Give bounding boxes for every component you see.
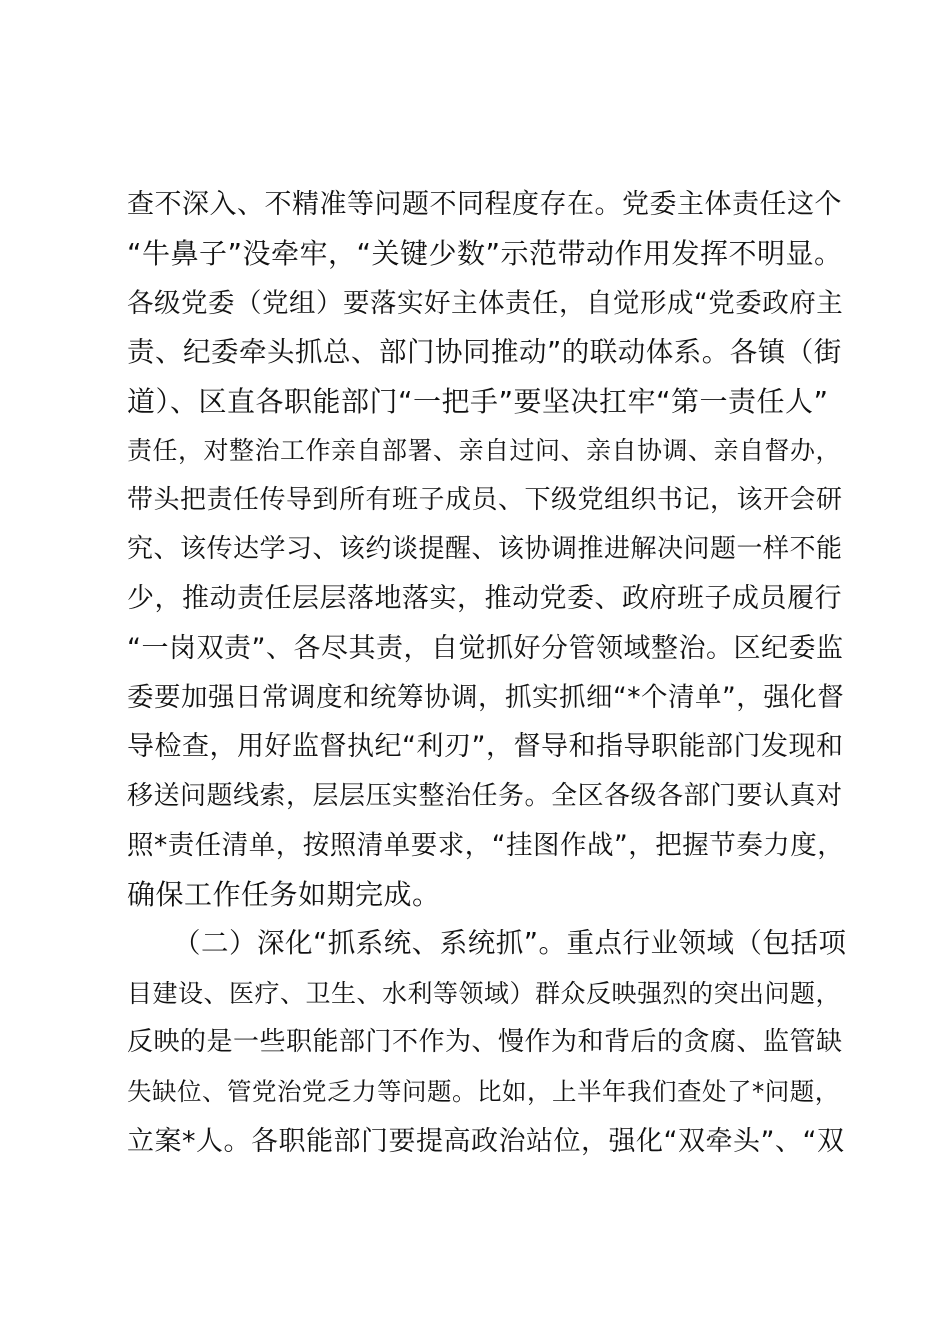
text-line: 立案*人。各职能部门要提高政治站位，强化“双牵头”、“双: [127, 1125, 845, 1157]
section-heading-line: （二）深化“抓系统、系统抓”。重点行业领域（包括项: [173, 927, 847, 960]
text-line: 各级党委（党组）要落实好主体责任，自觉形成“党委政府主: [127, 287, 844, 319]
text-line: 查不深入、不精准等问题不同程度存在。党委主体责任这个: [127, 189, 842, 220]
text-line: 确保工作任务如期完成。: [127, 878, 441, 912]
text-line: 责、纪委牵头抓总、部门协同推动”的联动体系。各镇（街: [127, 335, 842, 368]
text-line: 导检查，用好监督执纪“利刃”，督导和指导职能部门发现和: [127, 731, 844, 763]
text-line: 少，推动责任层层落地落实，推动党委、政府班子成员履行: [127, 583, 842, 615]
text-line: “一岗双责”、各尽其责，自觉抓好分管领域整治。区纪委监: [127, 632, 844, 664]
text-line: 道）、区直各职能部门“一把手”要坚决扛牢“第一责任人”: [127, 385, 829, 419]
text-line: 究、该传达学习、该约谈提醒、该协调推进解决问题一样不能: [127, 534, 843, 565]
text-line: 移送问题线索，层层压实整治任务。全区各级各部门要认真对: [127, 780, 843, 811]
text-line: 委要加强日常调度和统筹协调，抓实抓细“*个清单”，强化督: [127, 681, 845, 713]
text-line: 反映的是一些职能部门不作为、慢作为和背后的贪腐、监管缺: [127, 1027, 843, 1058]
body-text: [127, 180, 847, 1166]
text-line: “牛鼻子”没牵牢，“关键少数”示范带动作用发挥不明显。: [127, 237, 843, 271]
text-line: 目建设、医疗、卫生、水利等领域）群众反映强烈的突出问题，: [127, 978, 842, 1008]
text-line: 带头把责任传导到所有班子成员、下级党组织书记，该开会研: [127, 484, 843, 515]
text-line: 照*责任清单，按照清单要求，“挂图作战”，把握节奏力度，: [127, 829, 845, 861]
text-line: 失缺位、管党治党乏力等问题。比如，上半年我们查处了*问题，: [127, 1077, 840, 1107]
text-line: 责任，对整治工作亲自部署、亲自过问、亲自协调、亲自督办，: [127, 436, 842, 466]
